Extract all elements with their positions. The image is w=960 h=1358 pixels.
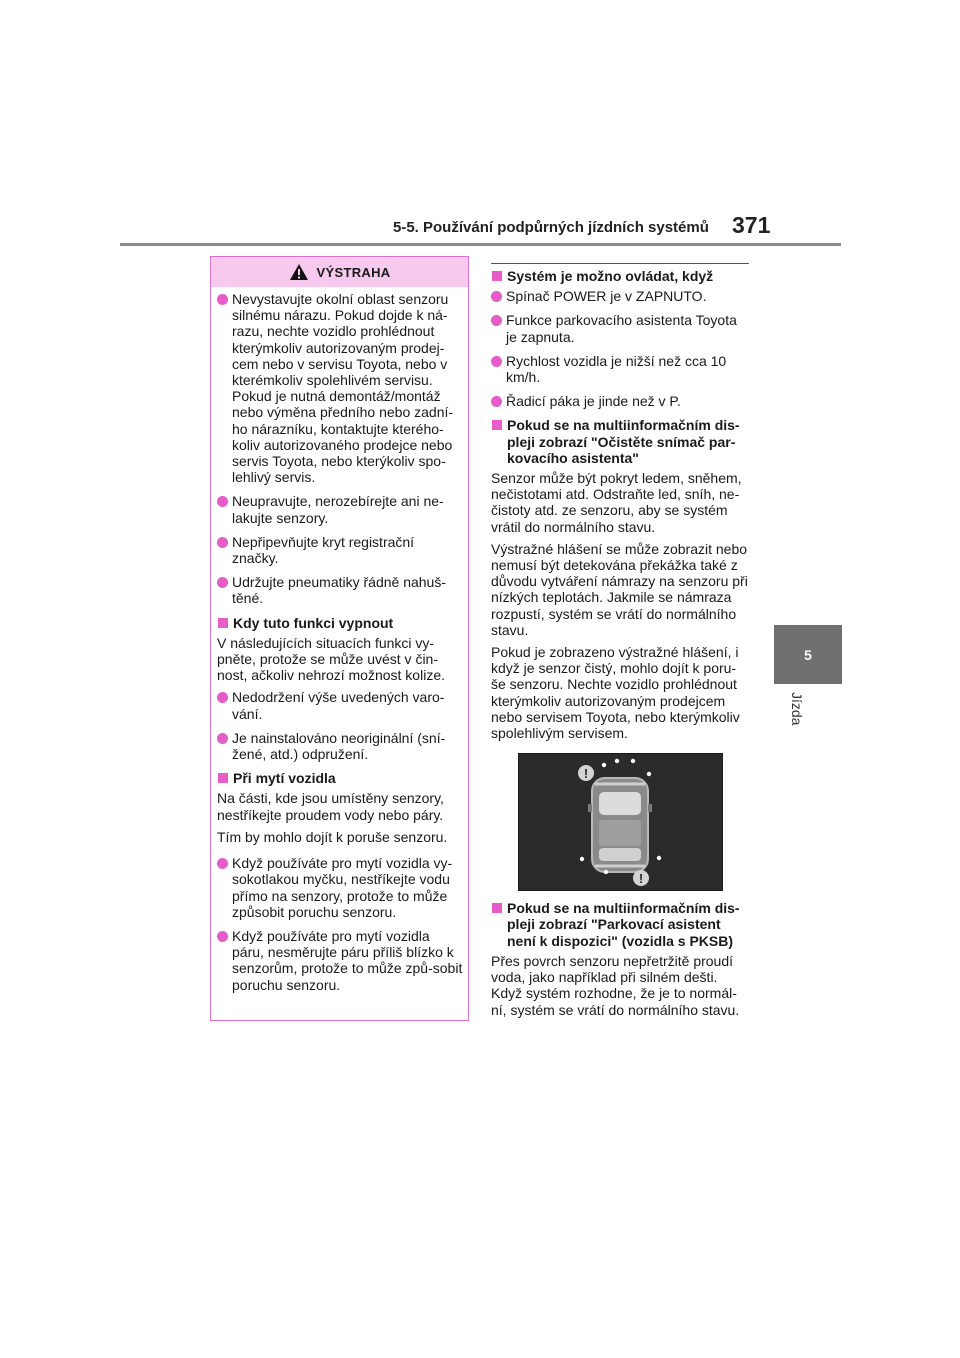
list-item: [217, 291, 463, 485]
section-title: 5-5. Používání podpůrných jízdních systémů: [393, 219, 709, 236]
list-item-text: Nevystavujte okolní oblast senzoru silnému nárazu. Pokud dojde k ná-razu, nechte vozidlo prohlédnout kterýmkoliv autorizovaným prodej-cem nebo v servisu Toyota, nebo v kterémkoliv spolehlivém servisu. Pokud je nutná demontáž/montáž nebo výměna předního nebo zadní-ho nárazníku, kontaktujte kterého-koliv autorizovaného prodejce nebo servis Toyota, nebo kterýkoliv spo-lehlivý servis.: [232, 291, 454, 486]
svg-text:!: !: [638, 871, 644, 887]
warning-box: [210, 256, 469, 1021]
bullet-dot-icon: [217, 537, 228, 548]
list-item: [217, 574, 463, 606]
list-item-text: Rychlost vozidla je nižší než cca 10 km/h.: [506, 352, 727, 386]
bullet-dot-icon: [217, 733, 228, 744]
bullet-dot-icon: [491, 356, 502, 367]
paragraph: Pokud je zobrazeno výstražné hlášení, i když je senzor čistý, mohlo dojít k poru-še senzoru. Nechte vozidlo prohlédnout kterýmkoliv autorizovaným prodejcem nebo servisem Toyota, nebo kterýmkoliv spolehlivým servisem.: [491, 644, 740, 742]
car-top-view-icon: [588, 778, 652, 872]
list-item-text: Nedodržení výše uvedených varo-vání.: [232, 689, 445, 722]
subheading-text: Systém je možno ovládat, když: [507, 268, 714, 284]
list-item: [217, 534, 463, 566]
list-item: [217, 855, 463, 920]
vehicle-sensor-diagram: [519, 754, 722, 890]
list-item-text: Funkce parkovacího asistenta Toyota je zapnuta.: [506, 312, 737, 345]
list-item: [491, 288, 749, 304]
bullet-dot-icon: [217, 931, 228, 942]
square-bullet-icon: [492, 903, 502, 913]
subheading-text: Při mytí vozidla: [233, 770, 336, 787]
bullet-dot-icon: [217, 692, 228, 703]
subheading-turn-off: [217, 615, 463, 631]
warning-header: [211, 257, 468, 287]
square-bullet-icon: [218, 618, 228, 628]
sensor-alert-icon: [578, 765, 594, 781]
paragraph: Na části, kde jsou umístěny senzory, nestříkejte proudem vody nebo páry.: [217, 790, 444, 823]
list-item-text: Je nainstalováno neoriginální (sní-žené, atd.) odpružení.: [232, 729, 446, 763]
warning-title: VÝSTRAHA: [316, 264, 391, 280]
list-item-text: Neupravujte, nerozebírejte ani ne-lakujte senzory.: [232, 493, 444, 526]
svg-text:!: !: [583, 766, 589, 782]
right-column: [491, 263, 749, 1024]
paragraph: V následujících situacích funkci vy-pněte, protože se může uvést v čin-nost, ačkoliv nehrozí možnost kolize.: [217, 634, 445, 684]
sensor-alert-icon: [633, 870, 649, 886]
bullet-dot-icon: [217, 577, 228, 588]
square-bullet-icon: [218, 773, 228, 783]
column-rule: [491, 263, 749, 264]
bullet-dot-icon: [491, 291, 502, 302]
warning-triangle-icon: [289, 263, 309, 281]
list-item: [217, 689, 463, 721]
subheading-text: Pokud se na multiinformačním dis-pleji zobrazí "Parkovací asistent není k dispozici" (vozidla s PKSB): [507, 900, 740, 949]
list-item: [217, 493, 463, 525]
header-rule: [120, 243, 841, 246]
paragraph: Senzor může být pokryt ledem, sněhem, nečistotami atd. Odstraňte led, sníh, ne-čistoty atd. ze senzoru, aby se systém vrátil do normálního stavu.: [491, 470, 742, 535]
bullet-dot-icon: [217, 496, 228, 507]
subheading-clean-sensor: [491, 417, 749, 466]
list-item-text: Řadicí páka je jinde než v P.: [506, 393, 681, 410]
square-bullet-icon: [492, 420, 502, 430]
bullet-dot-icon: [217, 294, 228, 305]
subheading-text: Pokud se na multiinformačním dis-pleji zobrazí "Očistěte snímač par-kovacího asistenta": [507, 417, 740, 466]
sensor-display-figure: [518, 753, 723, 891]
list-item: [491, 353, 749, 385]
bullet-dot-icon: [491, 315, 502, 326]
list-item: [217, 928, 463, 993]
bullet-dot-icon: [217, 858, 228, 869]
chapter-label: Jízda: [789, 692, 805, 726]
list-item-text: Nepřipevňujte kryt registrační značky.: [232, 533, 415, 567]
subheading-assist-unavailable: [491, 900, 749, 949]
list-item: [217, 730, 463, 762]
list-item-text: Když používáte pro mytí vozidla vy-sokotlakou myčku, nestříkejte vodu přímo na senzory, protože to může způsobit poruchu senzoru.: [232, 855, 453, 920]
subheading-washing: [217, 770, 463, 786]
list-item-text: Když používáte pro mytí vozidla páru, nesměrujte páru příliš blízko k senzorům, protože to může způ-sobit poruchu senzoru.: [232, 927, 463, 993]
list-item-text: Spínač POWER je v ZAPNUTO.: [506, 288, 707, 305]
paragraph: Tím by mohlo dojít k poruše senzoru.: [217, 828, 448, 845]
page-number: 371: [732, 212, 771, 238]
warning-body: [211, 287, 468, 993]
chapter-number: 5: [804, 646, 812, 663]
chapter-tab: [774, 625, 842, 684]
list-item-text: Udržujte pneumatiky řádně nahuš-těné.: [232, 574, 447, 607]
list-item: [491, 312, 749, 344]
list-item: [491, 393, 749, 409]
bullet-dot-icon: [491, 396, 502, 407]
subheading-operation: [491, 268, 749, 284]
subheading-text: Kdy tuto funkci vypnout: [233, 614, 394, 631]
paragraph: Přes povrch senzoru nepřetržitě proudí voda, jako například při silném dešti. Když systém rozhodne, že je to normál-ní, systém se vrátí do normálního stavu.: [491, 952, 740, 1018]
paragraph: Výstražné hlášení se může zobrazit nebo nemusí být detekována překážka také z důvodu vytváření námrazy na senzoru při nízkých teplotách. Jakmile se námraza rozpustí, systém se vrátí do normálního stavu.: [491, 540, 748, 638]
square-bullet-icon: [492, 271, 502, 281]
